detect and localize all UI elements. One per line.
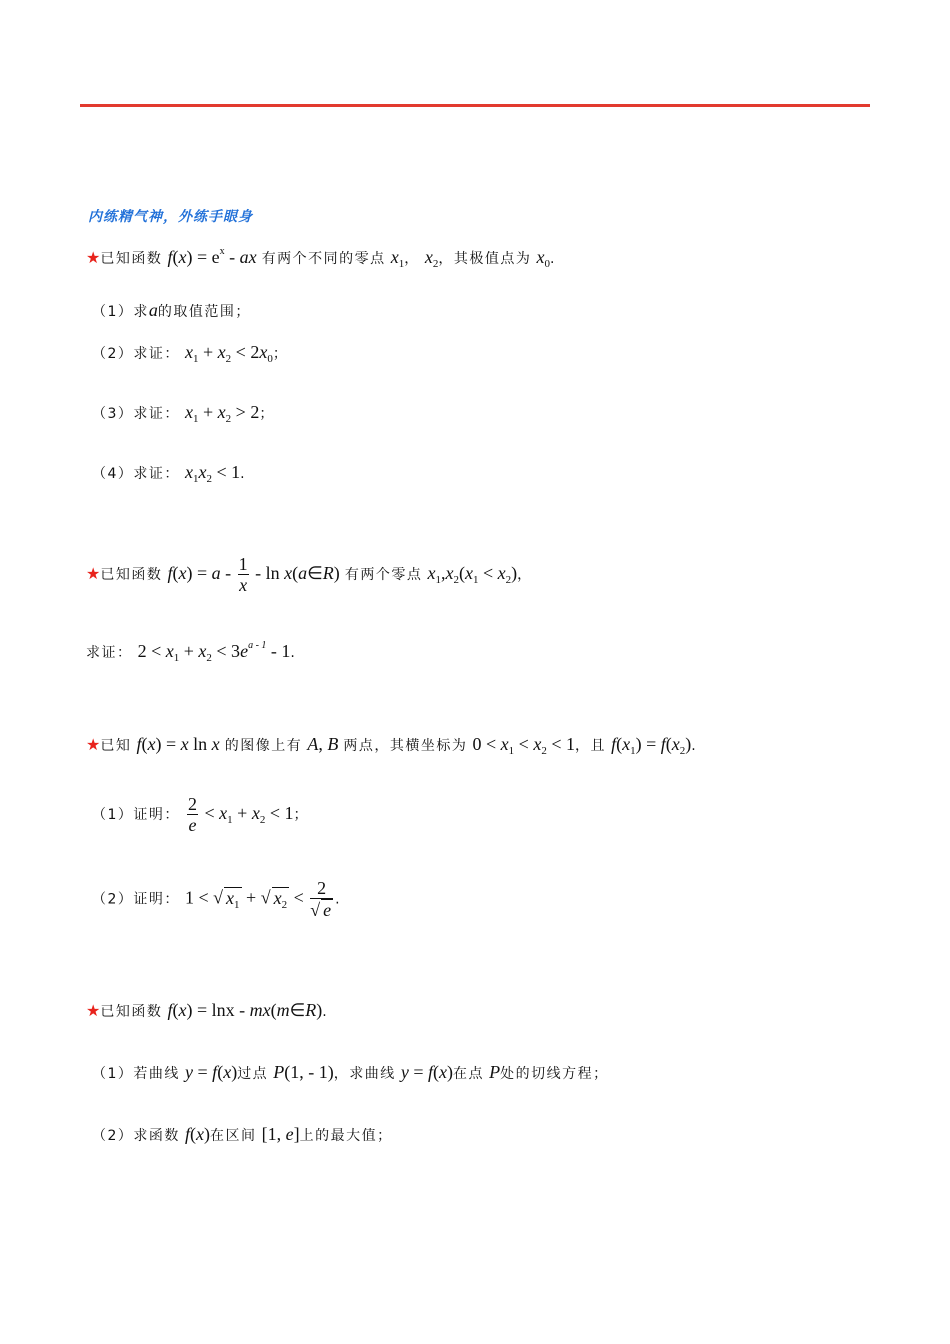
problem-1-intro: ★已知函数 $f(x) = e^x$ - ax 有两个不同的零点 $x_1$， $x_2$，其极值点为 $x_0$. [86,246,556,270]
star-icon: ★ [86,1001,101,1020]
problem-2-proof: 求证： $2 < x_1 + x_2 < 3e^{a - 1} - 1$. [86,640,297,664]
problem-4-intro: ★已知函数 f(x) = lnx - mx(m∈R). [86,1000,329,1020]
section-heading: 内练精气神，外练手眼身 [88,209,253,225]
header-rule [80,104,870,107]
problem-3-q1: （1）证明： $\frac{2}{e}$ < $x_1 + x_2 < 1$； [92,794,309,835]
p1-x2: $x_2$ [424,247,439,270]
p1-x0: $x_0$ [536,247,550,270]
star-icon: ★ [86,735,101,754]
p1-function: f [167,247,173,267]
problem-3-q2: （2）证明： 1 < √ $x_1$ + √ $x_2$ < $\frac{2}{√ e}$ . [92,878,342,920]
star-icon: ★ [86,564,101,583]
problem-1-q2: （2）求证： $x_1 + x_2 < 2x_0$； [92,342,289,365]
star-icon: ★ [86,248,101,267]
problem-1-q4: （4）求证： $x_1x_2 < 1$. [92,462,247,485]
problem-3-intro: ★已知 f(x) = x ln x 的图像上有 A, B 两点，其横坐标为 $0 < x_1 < x_2 < 1$，且 $f(x_1) = f(x_2)$. [86,734,698,757]
problem-1-q1: （1）求a的取值范围； [92,300,251,320]
problem-4-q1: （1）若曲线 y = f(x)过点 P(1, - 1)，求曲线 y = f(x)在点 P处的切线方程； [92,1062,609,1082]
problem-1-q3: （3）求证： $x_1 + x_2 > 2$； [92,402,275,425]
p1-x1: $x_1$ [390,247,405,270]
problem-2-intro: ★已知函数 f(x) = a - $\frac{1}{x}$ - ln x(a∈R) 有两个零点 $x_1,x_2(x_1 < x_2)$， [86,554,533,595]
problem-4-q2: （2）求函数 f(x)在区间 [1, e]上的最大值； [92,1124,393,1144]
